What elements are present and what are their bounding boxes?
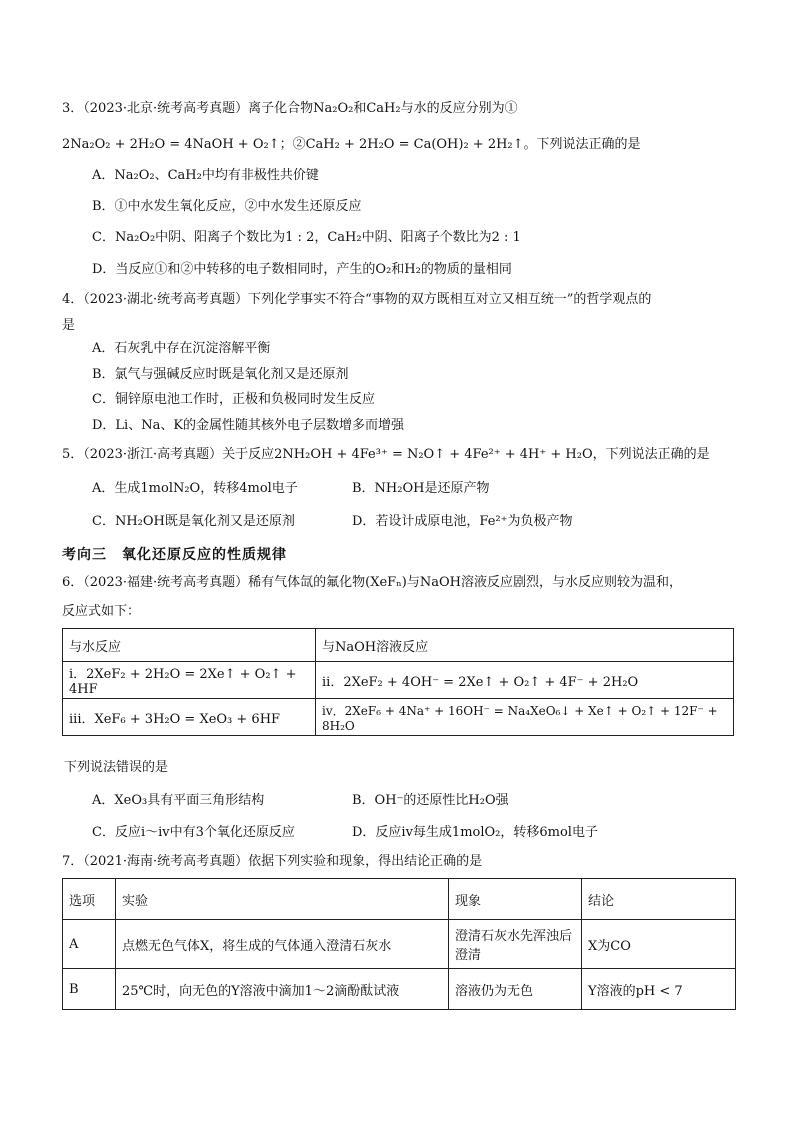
q6-option-d: D．反应iv每生成1molO₂，转移6mol电子 [352, 825, 598, 840]
q3-option-a: A．Na₂O₂、CaH₂中均有非极性共价键 [92, 168, 319, 183]
q6-reaction-table [62, 628, 734, 736]
table-cell: 澄清石灰水先浑浊后澄清 [449, 920, 582, 969]
q7-experiment-table [62, 878, 736, 1010]
table-row [63, 969, 736, 1010]
q5-option-c: C．NH₂OH既是氧化剂又是还原剂 [92, 514, 295, 529]
table-header-row [63, 629, 734, 662]
q4-option-a: A．石灰乳中存在沉淀溶解平衡 [92, 341, 271, 356]
table-header-cell: 与NaOH溶液反应 [316, 629, 734, 662]
table-cell: B [63, 969, 116, 1010]
q5-option-b: B．NH₂OH是还原产物 [352, 481, 490, 496]
table-header-cell: 现象 [449, 879, 582, 920]
q6-question-text: 下列说法错误的是 [64, 760, 169, 775]
table-cell: X为CO [582, 920, 736, 969]
q4-stem-line1: 4．（2023·湖北·统考高考真题）下列化学事实不符合“事物的双方既相互对立又相互统一”的哲学观点的 [62, 292, 652, 307]
q3-option-c: C．Na₂O₂中阴、阳离子个数比为1 : 2，CaH₂中阴、阳离子个数比为2 : 1 [92, 230, 521, 245]
table-cell: 溶液仍为无色 [449, 969, 582, 1010]
table-row [63, 920, 736, 969]
q5-stem: 5．（2023·浙江·高考真题）关于反应2NH₂OH + 4Fe³⁺ = N₂O↑ + 4Fe²⁺ + 4H⁺ + H₂O，下列说法正确的是 [62, 447, 710, 462]
q4-option-c: C．铜锌原电池工作时，正极和负极同时发生反应 [92, 392, 375, 407]
q6-stem-line1: 6．（2023·福建·统考高考真题）稀有气体氙的氟化物(XeFₙ)与NaOH溶液反应剧烈，与水反应则较为温和， [62, 575, 682, 590]
q6-stem-line2: 反应式如下： [62, 604, 141, 619]
table-cell: iv．2XeF₆ + 4Na⁺ + 16OH⁻ = Na₄XeO₆↓ + Xe↑ + O₂↑ + 12F⁻ + 8H₂O [316, 699, 734, 736]
table-row [63, 662, 734, 699]
q4-option-d: D．Li、Na、K的金属性随其核外电子层数增多而增强 [92, 418, 405, 433]
q6-option-a: A．XeO₃具有平面三角形结构 [92, 793, 265, 808]
table-header-cell: 结论 [582, 879, 736, 920]
table-row [63, 699, 734, 736]
table-cell: 点燃无色气体X，将生成的气体通入澄清石灰水 [116, 920, 449, 969]
q3-stem-line2: 2Na₂O₂ + 2H₂O = 4NaOH + O₂↑；②CaH₂ + 2H₂O = Ca(OH)₂ + 2H₂↑。下列说法正确的是 [62, 137, 641, 152]
q7-stem: 7．（2021·海南·统考高考真题）依据下列实验和现象，得出结论正确的是 [62, 854, 483, 869]
q5-option-d: D．若设计成原电池，Fe²⁺为负极产物 [352, 514, 573, 529]
q3-stem-line1: 3．（2023·北京·统考高考真题）离子化合物Na₂O₂和CaH₂与水的反应分别为① [62, 101, 518, 116]
table-header-cell: 与水反应 [63, 629, 316, 662]
table-cell: A [63, 920, 116, 969]
q4-option-b: B．氯气与强碱反应时既是氧化剂又是还原剂 [92, 367, 349, 382]
table-header-cell: 实验 [116, 879, 449, 920]
section-heading: 考向三 氧化还原反应的性质规律 [62, 547, 287, 563]
q3-option-d: D．当反应①和②中转移的电子数相同时，产生的O₂和H₂的物质的量相同 [92, 262, 512, 277]
table-cell: ii．2XeF₂ + 4OH⁻ = 2Xe↑ + O₂↑ + 4F⁻ + 2H₂O [316, 662, 734, 699]
table-header-row [63, 879, 736, 920]
table-cell: Y溶液的pH < 7 [582, 969, 736, 1010]
q4-stem-line2: 是 [62, 318, 76, 333]
q6-option-c: C．反应i～iv中有3个氧化还原反应 [92, 825, 295, 840]
table-cell: 25℃时，向无色的Y溶液中滴加1～2滴酚酞试液 [116, 969, 449, 1010]
q6-option-b: B．OH⁻的还原性比H₂O强 [352, 793, 509, 808]
q5-option-a: A．生成1molN₂O，转移4mol电子 [92, 481, 298, 496]
table-cell: iii．XeF₆ + 3H₂O = XeO₃ + 6HF [63, 699, 316, 736]
table-cell: i．2XeF₂ + 2H₂O = 2Xe↑ + O₂↑ + 4HF [63, 662, 316, 699]
q3-option-b: B．①中水发生氧化反应，②中水发生还原反应 [92, 199, 362, 214]
table-header-cell: 选项 [63, 879, 116, 920]
